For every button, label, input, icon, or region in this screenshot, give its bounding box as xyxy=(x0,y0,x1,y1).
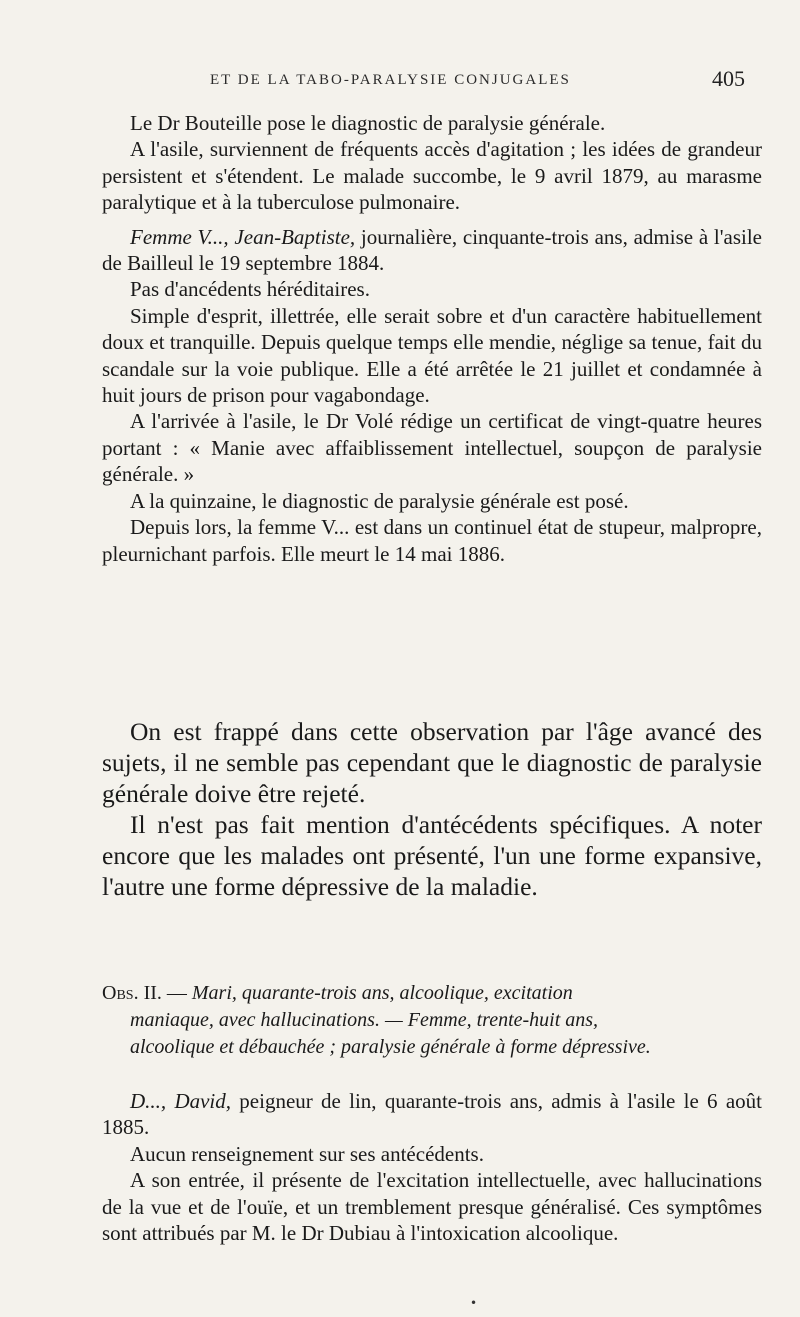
observation-heading xyxy=(102,980,762,1061)
paragraph: A l'arrivée à l'asile, le Dr Volé rédige un certificat de vingt-quatre heures portant : « Manie avec affaiblissement intellectuel, soupçon de paralysie générale. » xyxy=(102,409,762,487)
printer-mark: • xyxy=(470,1296,478,1310)
observation-title: Mari, quarante-trois ans, alcoolique, excitation xyxy=(191,982,573,1004)
paragraph: A son entrée, il présente de l'excitation intellectuelle, avec hallucinations de la vue et de l'ouïe, et un tremblement presque généralisé. Ces symptômes sont attribués par M. le Dr Dubiau à l'intoxication alcoolique. xyxy=(102,1168,762,1246)
page-number: 405 xyxy=(712,66,745,91)
patient-name: D..., David, xyxy=(130,1089,232,1113)
paragraph-text: peigneur de lin, quarante-trois ans, admis à l'asile le 6 août 1885. xyxy=(102,1089,762,1140)
observation-label: Obs. II. xyxy=(102,982,162,1004)
paragraph: Aucun renseignement sur ses antécédents. xyxy=(130,1141,484,1166)
running-title: ET DE LA TABO-PARALYSIE CONJUGALES xyxy=(210,72,571,88)
observation-title-line xyxy=(102,980,762,1007)
paragraph: A la quinzaine, le diagnostic de paralysie générale est posé. xyxy=(130,488,629,513)
paragraph: Il n'est pas fait mention d'antécédents spécifiques. A noter encore que les malades ont présenté, l'un une forme expansive, l'autre une forme dépressive de la maladie. xyxy=(102,810,762,901)
patient-name: Femme V..., Jean-Baptiste, xyxy=(130,224,356,249)
observation-title-line: alcoolique et débauchée ; paralysie générale à forme dépressive. xyxy=(130,1036,651,1058)
observation-title-line: maniaque, avec hallucinations. — Femme, trente-huit ans, xyxy=(130,1009,599,1031)
paragraph: Simple d'esprit, illettrée, elle serait sobre et d'un caractère habituellement doux et tranquille. Depuis quelque temps elle mendie, néglige sa tenue, fait du scandale sur la voie publique. Elle a été arrêtée le 21 juillet et condamnée à huit jours de prison pour vagabondage. xyxy=(102,303,762,408)
observation-dash: — xyxy=(161,982,192,1004)
paragraph: On est frappé dans cette observation par l'âge avancé des sujets, il ne semble pas cependant que le diagnostic de paralysie générale doive être rejeté. xyxy=(102,717,762,808)
paragraph: Pas d'ancédents héréditaires. xyxy=(130,277,370,302)
paragraph: A l'asile, surviennent de fréquents accès d'agitation ; les idées de grandeur persistent et s'étendent. Le malade succombe, le 9 avril 1879, au marasme paralytique et à la tuberculose pulmonaire. xyxy=(102,137,762,215)
paragraph: Depuis lors, la femme V... est dans un continuel état de stupeur, malpropre, pleurnichant parfois. Elle meurt le 14 mai 1886. xyxy=(102,515,762,566)
paragraph-text: journalière, cinquante-trois ans, admise à l'asile de Bailleul le 19 septembre 1884. xyxy=(102,224,763,276)
paragraph: Le Dr Bouteille pose le diagnostic de paralysie générale. xyxy=(130,111,606,135)
section-1 xyxy=(102,110,762,567)
section-2 xyxy=(102,716,762,902)
paragraph xyxy=(102,1088,762,1141)
section-3 xyxy=(102,1088,762,1246)
paragraph xyxy=(102,224,762,277)
